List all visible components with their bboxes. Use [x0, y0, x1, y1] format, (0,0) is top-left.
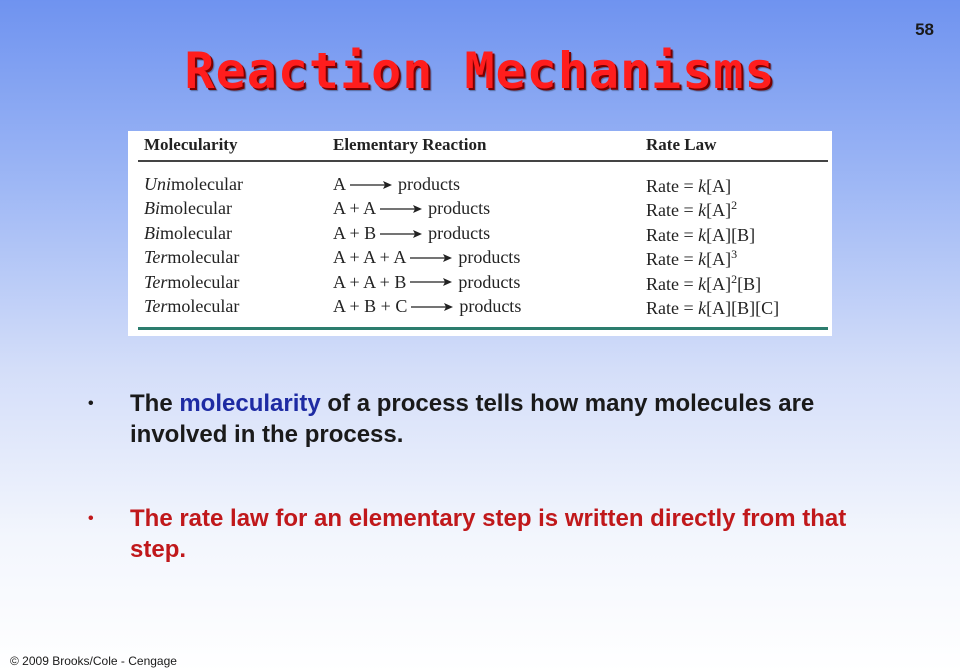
- rate-law-cell: [646, 223, 755, 246]
- rate-concentrations: [A][B][C]: [706, 298, 780, 318]
- molecularity-cell: [144, 272, 239, 293]
- reactants: A + A: [333, 198, 377, 219]
- rate-constant: k: [698, 224, 707, 245]
- reaction-products: products: [458, 271, 521, 292]
- reaction-cell: [333, 296, 521, 317]
- reactants: A + B + C: [333, 296, 408, 316]
- molecularity-cell: [144, 198, 232, 219]
- molecularity-cell: [144, 296, 239, 317]
- rate-label: Rate =: [646, 224, 699, 245]
- copyright-footer: © 2009 Brooks/Cole - Cengage: [10, 654, 177, 668]
- molecularity-prefix: Bi: [144, 198, 160, 219]
- rate-concentrations: [A]: [706, 176, 732, 196]
- rate-label: Rate =: [646, 249, 699, 270]
- molecularity-prefix: Ter: [144, 271, 168, 292]
- bullet-1-text-end: of a process tells how many molecules are involved in the process.: [130, 390, 815, 448]
- bullet-1-highlight: molecularity: [179, 390, 321, 417]
- table-header: [128, 131, 832, 161]
- molecularity-suffix: molecular: [167, 296, 240, 316]
- reaction-products: products: [458, 247, 521, 268]
- reaction-products: products: [398, 174, 460, 194]
- slide-number: 58: [915, 20, 934, 39]
- rate-constant: k: [698, 298, 707, 318]
- molecularity-cell: [144, 247, 239, 268]
- arrow-icon: [380, 203, 422, 215]
- reactants: A + A + A: [333, 247, 407, 268]
- rate-concentrations: [A]: [706, 273, 732, 294]
- molecularity-table: [128, 131, 832, 336]
- rate-law-cell: [646, 198, 737, 221]
- molecularity-suffix: molecular: [167, 271, 240, 292]
- arrow-icon: [410, 252, 452, 264]
- molecularity-cell: [144, 223, 232, 244]
- rate-law-cell: [646, 272, 761, 295]
- molecularity-suffix: molecular: [171, 174, 243, 194]
- reaction-products: products: [428, 222, 491, 243]
- table-row: [128, 223, 832, 247]
- reactants: A + A + B: [333, 271, 407, 292]
- molecularity-suffix: molecular: [160, 198, 232, 219]
- rate-exponent: 3: [731, 247, 738, 262]
- rate-exponent: 2: [731, 198, 738, 213]
- rate-constant: k: [698, 200, 707, 221]
- table-row: [128, 198, 832, 222]
- molecularity-prefix: Ter: [144, 296, 168, 316]
- molecularity-suffix: molecular: [167, 247, 240, 268]
- molecularity-suffix: molecular: [160, 222, 232, 243]
- rate-label: Rate =: [646, 273, 699, 294]
- rate-concentrations: [A][B]: [706, 224, 756, 245]
- arrow-icon: [380, 228, 422, 240]
- reactants: A: [333, 174, 346, 194]
- bullet-dot: •: [88, 510, 94, 527]
- table-top-rule: [138, 160, 828, 162]
- bullet-1-text-start: The: [130, 390, 180, 417]
- table-row: [128, 247, 832, 271]
- bullet-list: [88, 388, 908, 618]
- rate-constant: k: [698, 273, 707, 294]
- rate-concentrations-extra: [B]: [737, 273, 762, 294]
- molecularity-prefix: Ter: [144, 247, 168, 268]
- arrow-icon: [410, 276, 452, 288]
- reaction-cell: [333, 272, 520, 293]
- rate-label: Rate =: [646, 176, 699, 196]
- bullet-molecularity: [88, 388, 908, 450]
- reaction-cell: [333, 174, 460, 195]
- header-molecularity: Molecularity: [144, 135, 238, 154]
- header-rate-law: Rate Law: [646, 135, 717, 154]
- table-row: [128, 272, 832, 296]
- molecularity-prefix: Uni: [144, 174, 171, 194]
- molecularity-prefix: Bi: [144, 222, 160, 243]
- header-elementary-reaction: Elementary Reaction: [333, 135, 487, 154]
- reaction-cell: [333, 223, 490, 244]
- rate-constant: k: [698, 176, 707, 196]
- slide-title: Reaction Mechanisms: [184, 42, 776, 100]
- bullet-rate-law: [88, 503, 908, 565]
- rate-law-cell: [646, 296, 779, 319]
- molecularity-cell: [144, 174, 243, 195]
- reaction-products: products: [428, 198, 491, 219]
- bullet-dot: •: [88, 395, 94, 412]
- table-row: [128, 296, 832, 320]
- rate-concentrations: [A]: [706, 249, 732, 270]
- rate-exponent: 2: [731, 271, 738, 286]
- arrow-icon: [350, 179, 392, 191]
- rate-constant: k: [698, 249, 707, 270]
- rate-law-cell: [646, 247, 737, 270]
- arrow-icon: [411, 301, 453, 313]
- table-bottom-rule: [138, 327, 828, 330]
- reactants: A + B: [333, 222, 377, 243]
- reaction-cell: [333, 247, 520, 268]
- rate-label: Rate =: [646, 298, 699, 318]
- reaction-cell: [333, 198, 490, 219]
- bullet-2-text: The rate law for an elementary step is written directly from that step.: [130, 505, 847, 563]
- reaction-products: products: [459, 296, 522, 316]
- table-row: [128, 174, 832, 198]
- rate-label: Rate =: [646, 200, 699, 221]
- rate-concentrations: [A]: [706, 200, 732, 221]
- rate-law-cell: [646, 174, 731, 197]
